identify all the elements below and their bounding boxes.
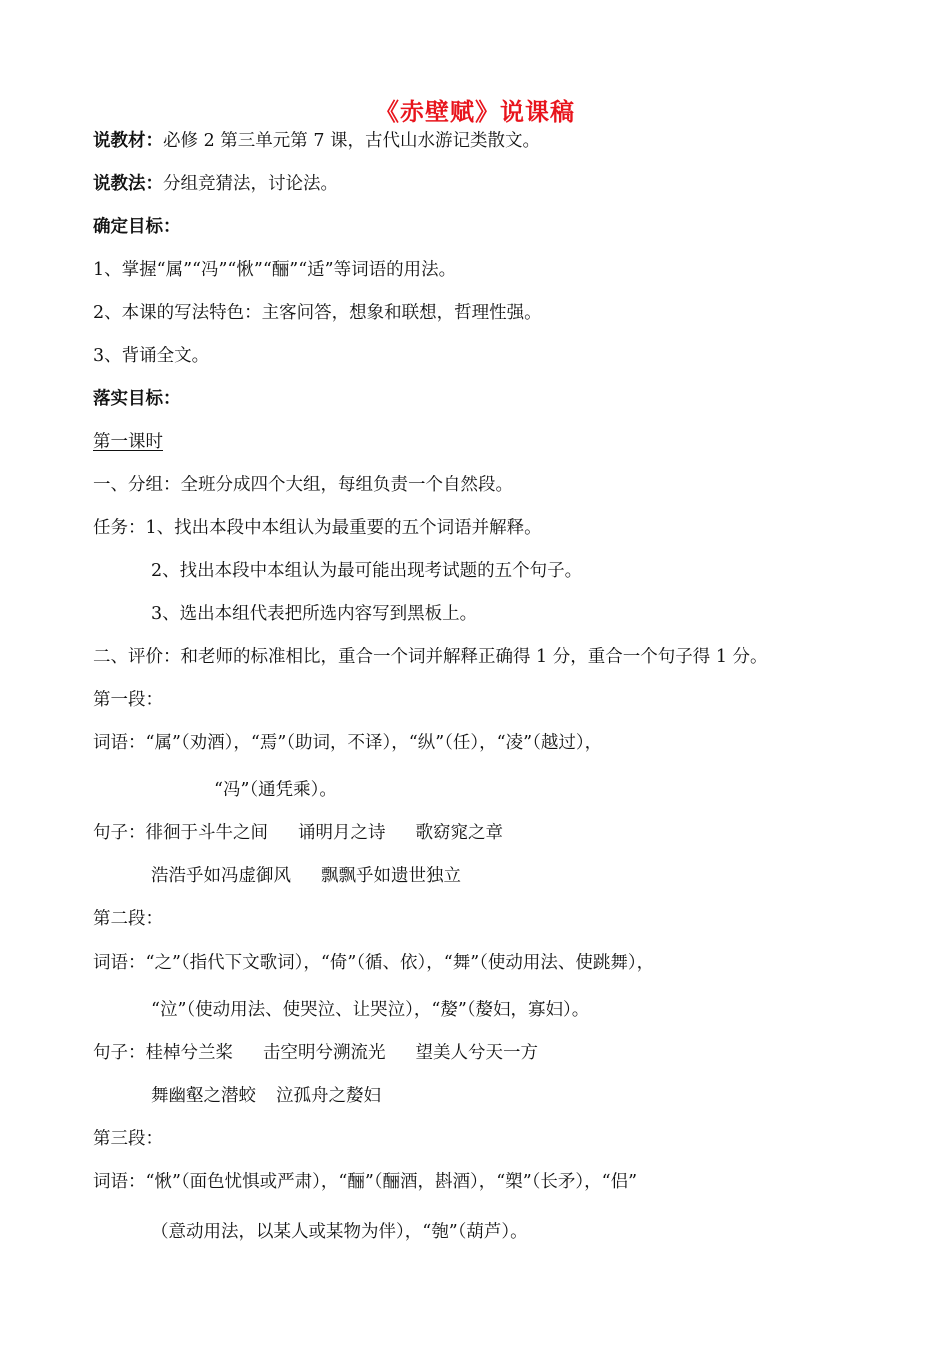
paragraph-3-heading: 第三段： [93,1129,163,1149]
sentence: 句子：桂棹兮兰桨 [93,1043,233,1063]
sentence: 泣孤舟之嫠妇 [276,1086,381,1106]
goal-item-1: 1、掌握“属”“冯”“愀”“酾”“适”等词语的用法。 [93,260,457,280]
teaching-material-label: 说教材： [93,131,163,151]
task-line-2: 2、找出本段中本组认为最可能出现考试题的五个句子。 [151,561,583,581]
sentence: 歌窈窕之章 [415,823,503,843]
implement-goals-heading: 落实目标： [93,389,181,409]
teaching-material-line [93,129,540,153]
paragraph-2-words-cont: “泣”（使动用法、使哭泣、让哭泣），“嫠”（嫠妇，寡妇）。 [151,1000,590,1020]
paragraph-2-heading: 第二段： [93,909,163,929]
paragraph-1-sentences-cont [151,864,461,888]
lesson-one-heading: 第一课时 [93,432,163,452]
task-line-3: 3、选出本组代表把所选内容写到黑板上。 [151,604,478,624]
sentence: 浩浩乎如冯虚御风 [151,866,291,886]
goal-item-3: 3、背诵全文。 [93,346,210,366]
paragraph-2-words: 词语：“之”（指代下文歌词），“倚”（循、依），“舞”（使动用法、使跳舞）， [93,953,655,973]
paragraph-2-sentences-cont [151,1084,381,1108]
evaluation-line: 二、评价：和老师的标准相比，重合一个词并解释正确得 1 分，重合一个句子得 1 分。 [93,647,768,667]
paragraph-2-sentences [93,1041,538,1065]
paragraph-3-words-cont: （意动用法，以某人或某物为伴），“匏”（葫芦）。 [151,1222,528,1242]
paragraph-1-sentences [93,821,503,845]
page-title: 《赤壁赋》说课稿 [375,98,575,126]
goal-item-2: 2、本课的写法特色：主客问答，想象和联想，哲理性强。 [93,303,542,323]
paragraph-1-heading: 第一段： [93,690,163,710]
sentence: 飘飘乎如遗世独立 [321,866,461,886]
paragraph-1-words: 词语：“属”（劝酒），“焉”（助词，不译），“纵”（任），“凌”（越过）， [93,733,603,753]
grouping-line: 一、分组：全班分成四个大组，每组负责一个自然段。 [93,475,513,495]
teaching-material-text: 必修 2 第三单元第 7 课，古代山水游记类散文。 [163,131,541,151]
sentence: 击空明兮溯流光 [263,1043,386,1063]
sentence: 诵明月之诗 [298,823,386,843]
sentence: 舞幽壑之潜蛟 [151,1086,256,1106]
paragraph-1-words-cont: “冯”（通凭乘）。 [214,780,337,800]
goals-heading: 确定目标： [93,217,181,237]
sentence: 望美人兮天一方 [415,1043,538,1063]
teaching-method-line [93,172,338,196]
teaching-method-text: 分组竞猜法，讨论法。 [163,174,338,194]
paragraph-3-words: 词语：“愀”（面色忧惧或严肃），“酾”（酾酒，斟酒），“槊”（长矛），“侣” [93,1172,638,1192]
task-line-1: 任务：1、找出本段中本组认为最重要的五个词语并解释。 [93,518,542,538]
teaching-method-label: 说教法： [93,174,163,194]
sentence: 句子：徘徊于斗牛之间 [93,823,268,843]
